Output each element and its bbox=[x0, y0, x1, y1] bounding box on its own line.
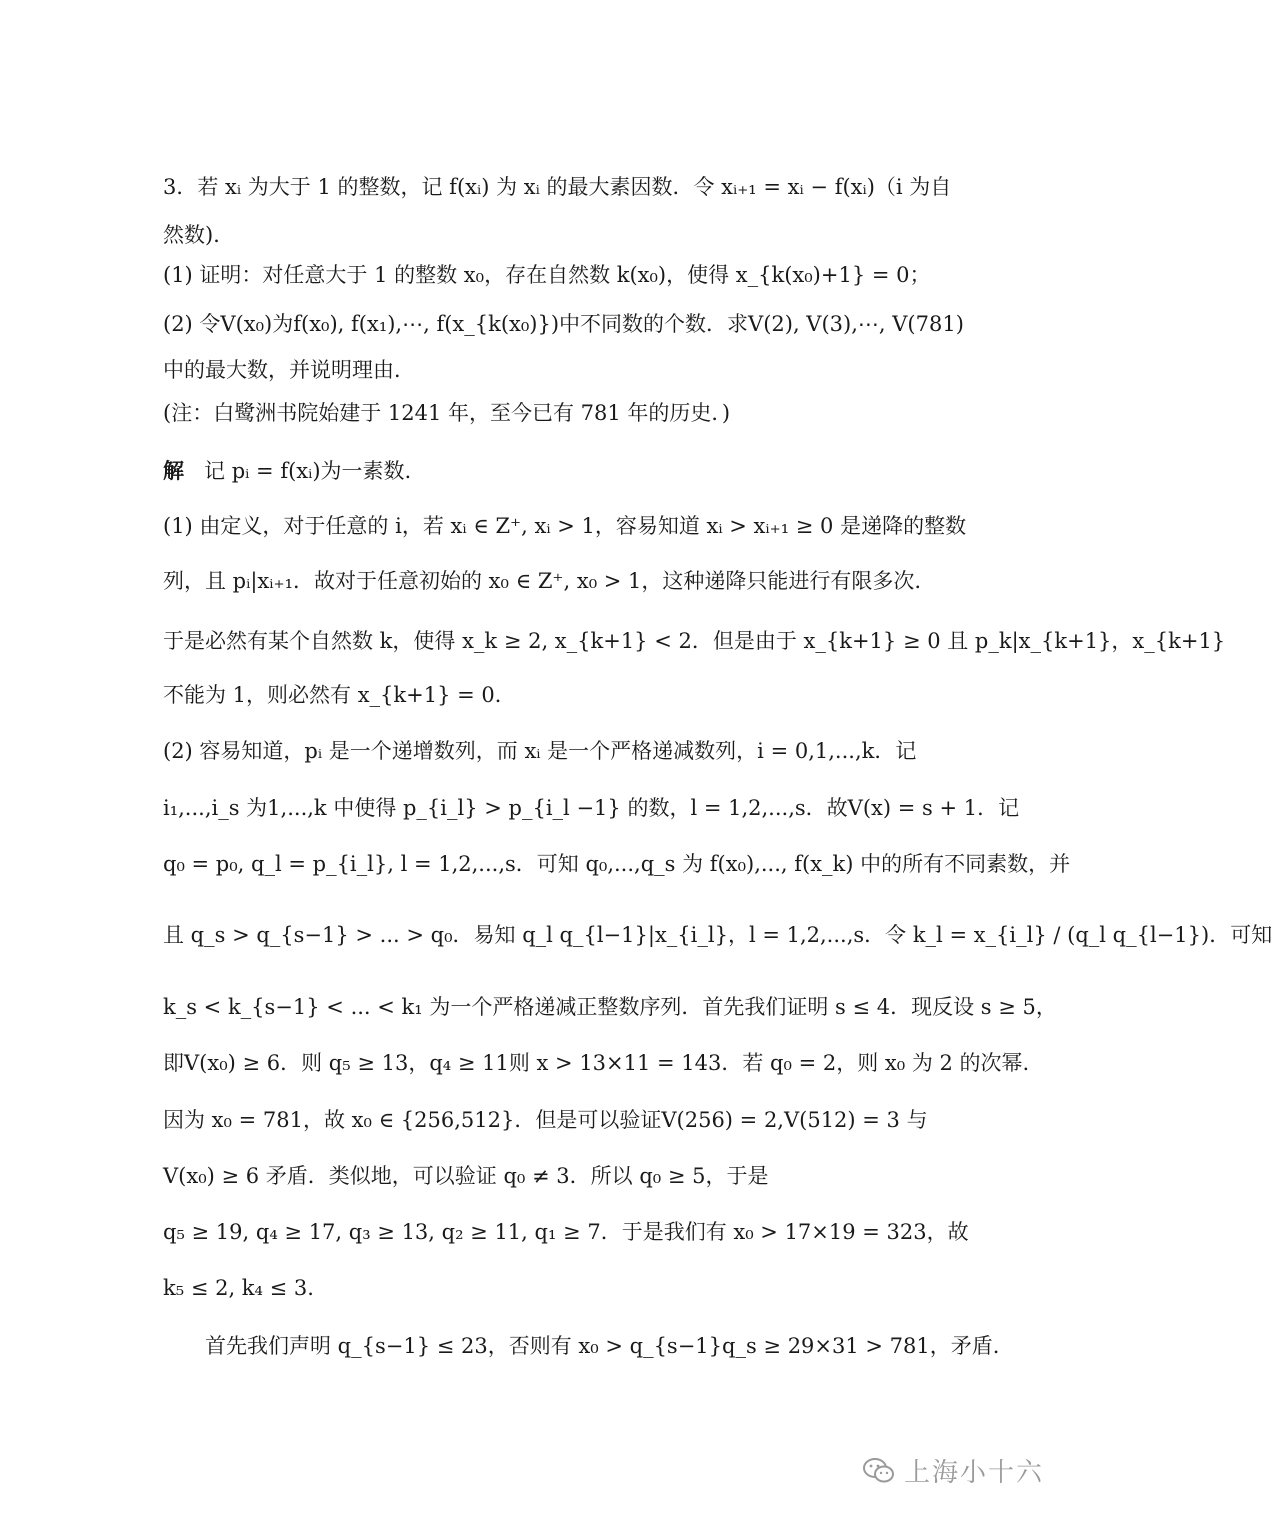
solution-part-2-line-8: V(x₀) ≥ 6 矛盾．类似地，可以验证 q₀ ≠ 3．所以 q₀ ≥ 5，于是 bbox=[163, 1164, 769, 1188]
problem-statement-line-2: 然数)． bbox=[163, 223, 235, 247]
solution-part-2-line-1: (2) 容易知道，pᵢ 是一个递增数列，而 xᵢ 是一个严格递减数列，i = 0,1,...,k．记 bbox=[163, 739, 917, 763]
problem-note: (注：白鹭洲书院始建于 1241 年，至今已有 781 年的历史．) bbox=[163, 401, 731, 425]
solution-part-2-line-2: i₁,...,i_s 为1,...,k 中使得 p_{i_l} > p_{i_l −1} 的数，l = 1,2,...,s．故V(x) = s + 1．记 bbox=[163, 796, 1020, 820]
solution-heading: 解 bbox=[163, 459, 184, 483]
problem-statement-line-1: 3．若 xᵢ 为大于 1 的整数，记 f(xᵢ) 为 xᵢ 的最大素因数．令 xᵢ₊₁ = xᵢ − f(xᵢ)（i 为自 bbox=[163, 175, 952, 199]
solution-part-2-line-4: 且 q_s > q_{s−1} > ... > q₀．易知 q_l q_{l−1}|x_{i_l}，l = 1,2,...,s．令 k_l = x_{i_l} / (q_l q_{l−1})．可知 bbox=[163, 923, 1272, 947]
watermark-text: 上海小十六 bbox=[903, 1458, 1044, 1488]
watermark bbox=[862, 1452, 1044, 1489]
problem-part-1: (1) 证明：对任意大于 1 的整数 x₀，存在自然数 k(x₀)，使得 x_{k(x₀)+1} = 0； bbox=[163, 263, 931, 287]
solution-part-3: 首先我们声明 q_{s−1} ≤ 23，否则有 x₀ > q_{s−1}q_s ≥ 29×31 > 781，矛盾. bbox=[205, 1334, 1000, 1358]
wechat-icon bbox=[862, 1456, 896, 1486]
problem-part-2-line-1: (2) 令V(x₀)为f(x₀), f(x₁),⋯, f(x_{k(x₀)})中不同数的个数．求V(2), V(3),⋯, V(781) bbox=[163, 312, 964, 336]
solution-part-2-line-9: q₅ ≥ 19, q₄ ≥ 17, q₃ ≥ 13, q₂ ≥ 11, q₁ ≥ 7．于是我们有 x₀ > 17×19 = 323，故 bbox=[163, 1220, 969, 1244]
solution-part-1-line-3: 于是必然有某个自然数 k，使得 x_k ≥ 2, x_{k+1} < 2．但是由于 x_{k+1} ≥ 0 且 p_k|x_{k+1}，x_{k+1} bbox=[163, 629, 1226, 653]
solution-part-2-line-6: 即V(x₀) ≥ 6．则 q₅ ≥ 13，q₄ ≥ 11则 x > 13×11 = 143．若 q₀ = 2，则 x₀ 为 2 的次幂. bbox=[163, 1051, 1030, 1075]
solution-intro-line bbox=[163, 456, 923, 486]
solution-part-2-line-10: k₅ ≤ 2, k₄ ≤ 3. bbox=[163, 1276, 314, 1300]
solution-part-1-line-4: 不能为 1，则必然有 x_{k+1} = 0． bbox=[163, 683, 516, 707]
solution-part-1-line-1: (1) 由定义，对于任意的 i，若 xᵢ ∈ Z⁺, xᵢ > 1，容易知道 xᵢ > xᵢ₊₁ ≥ 0 是递降的整数 bbox=[163, 514, 967, 538]
solution-part-2-line-5: k_s < k_{s−1} < ... < k₁ 为一个严格递减正整数序列．首先我们证明 s ≤ 4．现反设 s ≥ 5， bbox=[163, 995, 1057, 1019]
problem-part-2-line-2: 中的最大数，并说明理由． bbox=[163, 358, 415, 382]
solution-intro: 记 pᵢ = f(xᵢ)为一素数. bbox=[204, 459, 412, 483]
solution-part-2-line-3: q₀ = p₀, q_l = p_{i_l}, l = 1,2,...,s．可知 q₀,...,q_s 为 f(x₀),..., f(x_k) 中的所有不同素数，并 bbox=[163, 852, 1071, 876]
solution-part-2-line-7: 因为 x₀ = 781，故 x₀ ∈ {256,512}．但是可以验证V(256) = 2,V(512) = 3 与 bbox=[163, 1108, 928, 1132]
solution-part-1-line-2: 列，且 pᵢ|xᵢ₊₁．故对于任意初始的 x₀ ∈ Z⁺, x₀ > 1，这种递降只能进行有限多次. bbox=[163, 569, 922, 593]
